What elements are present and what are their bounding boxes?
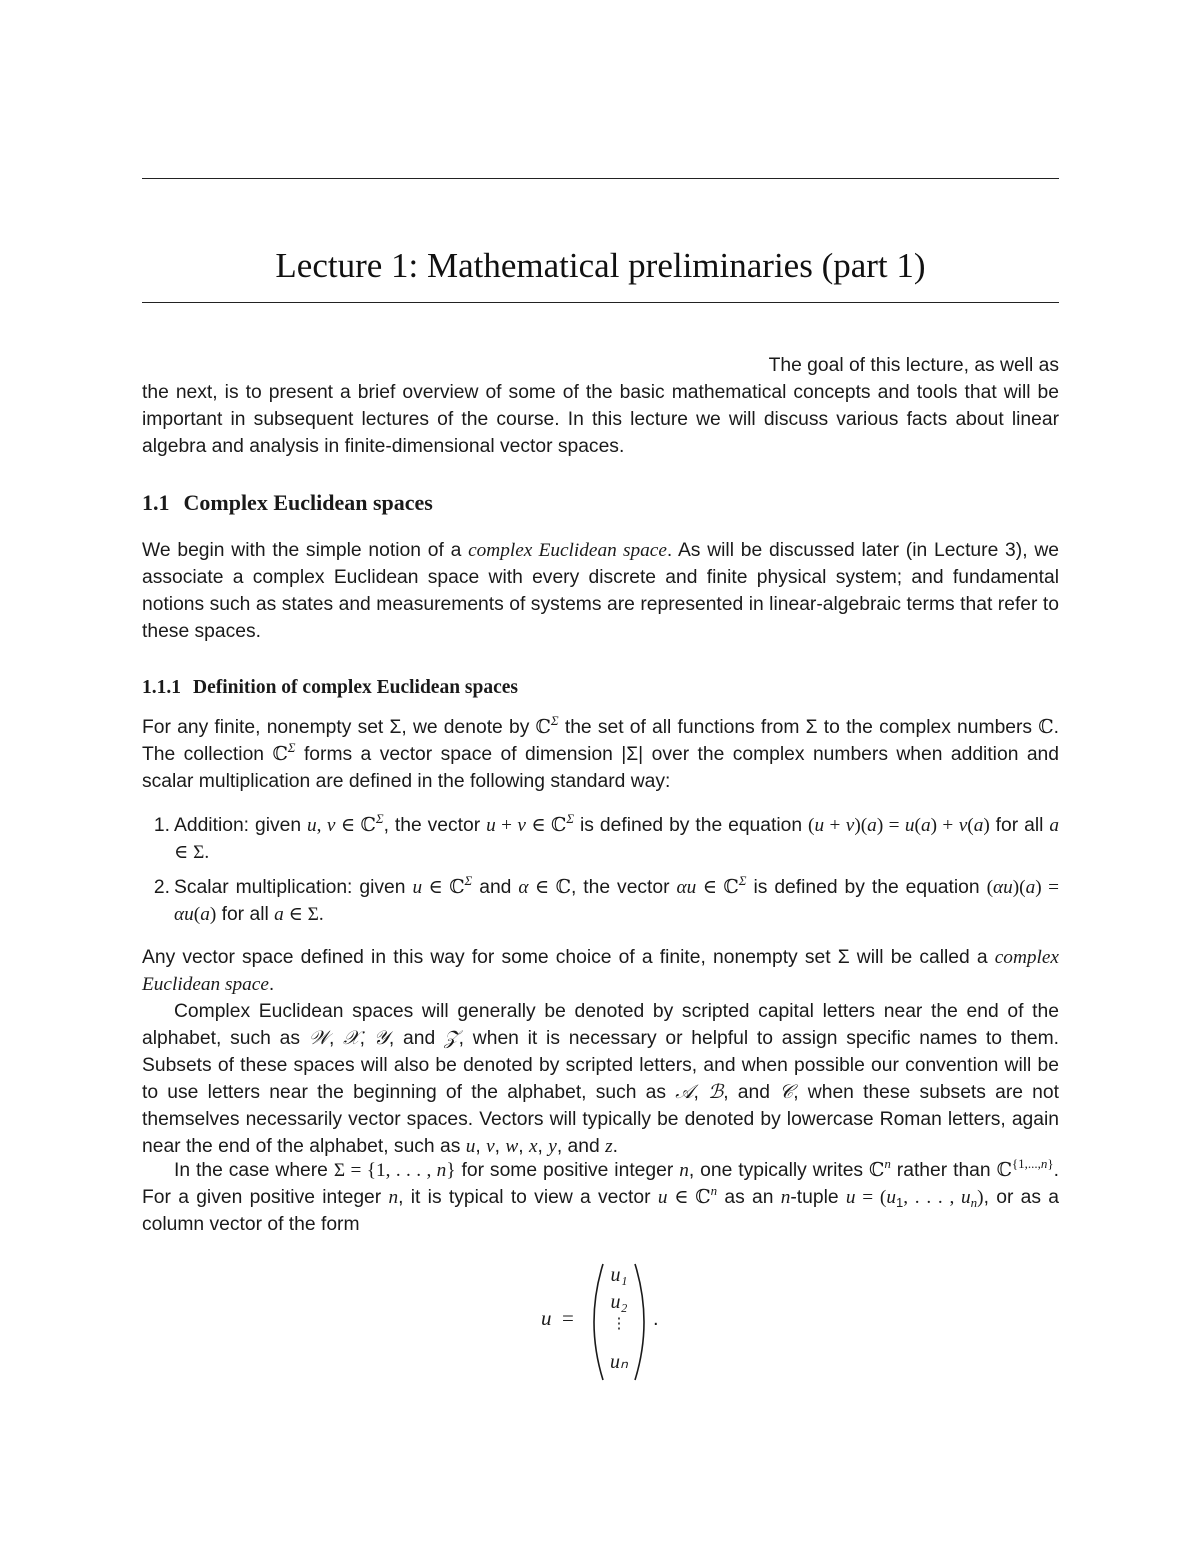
item1-text-b: , the vector [383, 815, 487, 836]
p4-text-g: as an [717, 1187, 781, 1208]
notation-paragraph: Complex Euclidean spaces will generally be denoted by scripted capital letters near the end of the alphabet, such as 𝒲, 𝒳, 𝒴, and 𝒵, when it is necessary or helpful to assign specific names to them. Subsets of these spaces will also be denoted by scripted letters, and when possible our convention will be to use letters near the beginning of the alphabet, such as 𝒜, ℬ, and 𝒞, when these subsets are not themselves necessarily vector spaces. Vectors will typically be denoted by lowercase Roman letters, again near the end of the alphabet, such as u, v, w, x, y, and z. [142, 1001, 1059, 1157]
p4-text-i: , or as a column vector of the form [142, 1187, 1060, 1235]
vector-entry: uₙ [610, 1351, 628, 1373]
intro-first-line: The goal of this lecture, as well as [768, 355, 1059, 376]
p3-text-b: , when it is necessary or helpful to assign specific names to them. Subsets of these spaces will also be denoted by scripted letters, and when possible our convention will be to use letters near the beginning of the alphabet, such as [142, 1028, 1059, 1103]
script-W: 𝒲 [308, 1028, 329, 1049]
title-rule [142, 302, 1059, 303]
section-para-text: We begin with the simple notion of a [142, 540, 469, 561]
p4-text-e: . For a given positive integer [142, 1160, 1060, 1208]
section-para-text-2: . As will be discussed later (in Lecture 3), we associate a complex Euclidean space with every discrete and finite physical system; and fundamental notions such as states and measurements of systems are represented in linear-algebraic terms that refer to these spaces. [142, 540, 1059, 642]
definition-summary-paragraph [142, 944, 1059, 998]
var-z: z [605, 1136, 613, 1157]
list-item-body: Addition: given u, v ∈ ℂ$^\Sigma$, the vector u + v ∈ ℂ$^\Sigma$ is defined by the equation (u + v)(a) = u(a) + v(a) for all a ∈ Σ. [174, 811, 1059, 863]
var-w: w [505, 1136, 519, 1157]
p3-text-d: . [612, 1136, 618, 1157]
vector-entry-dots: ⋮ [611, 1316, 627, 1332]
section-number: 1.1 [142, 490, 170, 515]
vector-entry: u₁ [610, 1264, 628, 1286]
item2-text-e: for all [216, 904, 275, 925]
script-B: ℬ [708, 1082, 724, 1103]
vector-entries [599, 1262, 639, 1376]
def-text-c: . The collection [142, 717, 1059, 765]
p3-text-c: , when these subsets are not themselves necessarily vector spaces. Vectors will typically be denoted by lowercase Roman letters, again near the end of the alphabet, such as [142, 1082, 1059, 1157]
item2-text-b: and [472, 877, 519, 898]
list-item-body: Scalar multiplication: given u ∈ ℂ$^\Sigma$ and α ∈ ℂ, the vector αu ∈ ℂ$^\Sigma$ is defined by the equation (αu)(a) = αu(a) for all a ∈ Σ. [174, 873, 1059, 925]
term-complex-euclidean-space-2: complex Euclidean space [142, 947, 1059, 995]
top-rule [142, 178, 1059, 179]
p4-text-f: , it is typical to view a vector [398, 1187, 658, 1208]
def-text-d: forms a vector space of dimension |Σ| over the complex numbers when addition and scalar multiplication are defined in the following standard way: [142, 744, 1059, 792]
p4-text-h: -tuple [790, 1187, 846, 1208]
trailing-period: . [653, 1308, 659, 1330]
list-item-label: 1. [153, 815, 170, 836]
p4-text-d: rather than [890, 1160, 997, 1181]
list-item [142, 874, 1059, 928]
section-heading [142, 489, 433, 517]
section-title: Complex Euclidean spaces [183, 490, 433, 515]
def-text-b: the set of all functions from Σ to the complex numbers [558, 717, 1039, 738]
item1-text-a: Addition: given [174, 815, 307, 836]
page-title: Lecture 1: Mathematical preliminaries (part 1) [275, 246, 926, 285]
var-u: u [465, 1136, 476, 1157]
section-paragraph [142, 537, 1059, 645]
item2-text-c: , the vector [570, 877, 677, 898]
script-A: 𝒜 [675, 1082, 694, 1103]
script-Y: 𝒴 [373, 1028, 389, 1049]
p4-text-a: In the case where [174, 1160, 334, 1181]
intro-rest: the next, is to present a brief overview of some of the basic mathematical concepts and tools that will be important in subsequent lectures of the course. In this lecture we will discuss various facts about linear algebra and analysis in finite-dimensional vector spaces. [142, 382, 1059, 457]
equals-sign: = [562, 1306, 574, 1330]
p2-text-a: Any vector space defined in this way for some choice of a finite, nonempty set Σ will be called a [142, 947, 995, 968]
script-Z: 𝒵 [443, 1028, 459, 1049]
p2-text-b: . [268, 974, 275, 995]
column-vector-equation [535, 1262, 675, 1382]
var-y: y [548, 1136, 557, 1157]
item2-text-d: is defined by the equation [746, 877, 987, 898]
script-X: 𝒳 [343, 1028, 360, 1049]
subsection-number: 1.1.1 [142, 677, 181, 698]
intro-paragraph [142, 352, 1059, 460]
tuple-paragraph: In the case where Σ = {1, . . . , n} for some positive integer n, one typically writes ℂ$^n$ rather than ℂ$^{\{1,...,n\}}$. For a given positive integer n, it is typical to view a vector u ∈ ℂ$^n$ as an n-tuple $u = (u_1$, . . . , $u_n$), or as a column vector of the form [142, 1156, 1060, 1235]
item2-text-a: Scalar multiplication: given [174, 877, 413, 898]
definition-paragraph: For any finite, nonempty set Σ, we denote by ℂ$^\Sigma$ the set of all functions from Σ to the complex numbers ℂ. The collection ℂ$^\Sigma$ forms a vector space of dimension |Σ| over the complex numbers when addition and scalar multiplication are defined in the following standard way: [142, 713, 1059, 792]
vector-lhs: u [541, 1306, 552, 1330]
list-item-label: 2. [153, 877, 170, 898]
p4-text-c: , one typically writes [688, 1160, 870, 1181]
list-item [142, 812, 1059, 866]
var-x: x [528, 1136, 538, 1157]
subsection-title: Definition of complex Euclidean spaces [193, 677, 518, 698]
p3-text-a: Complex Euclidean spaces will generally be denoted by scripted capital letters near the end of the alphabet, such as [142, 1001, 1059, 1049]
vector-entry: u₂ [610, 1291, 628, 1313]
def-text-a: For any finite, nonempty set Σ, we denote by [142, 717, 536, 738]
item1-text-d: for all [989, 815, 1050, 836]
script-C: 𝒞 [779, 1082, 794, 1103]
item1-text-c: is defined by the equation [574, 815, 809, 836]
p4-text-b: for some positive integer [455, 1160, 680, 1181]
subsection-heading [142, 675, 518, 701]
term-complex-euclidean-space: complex Euclidean space [468, 540, 667, 561]
var-v: v [486, 1136, 495, 1157]
